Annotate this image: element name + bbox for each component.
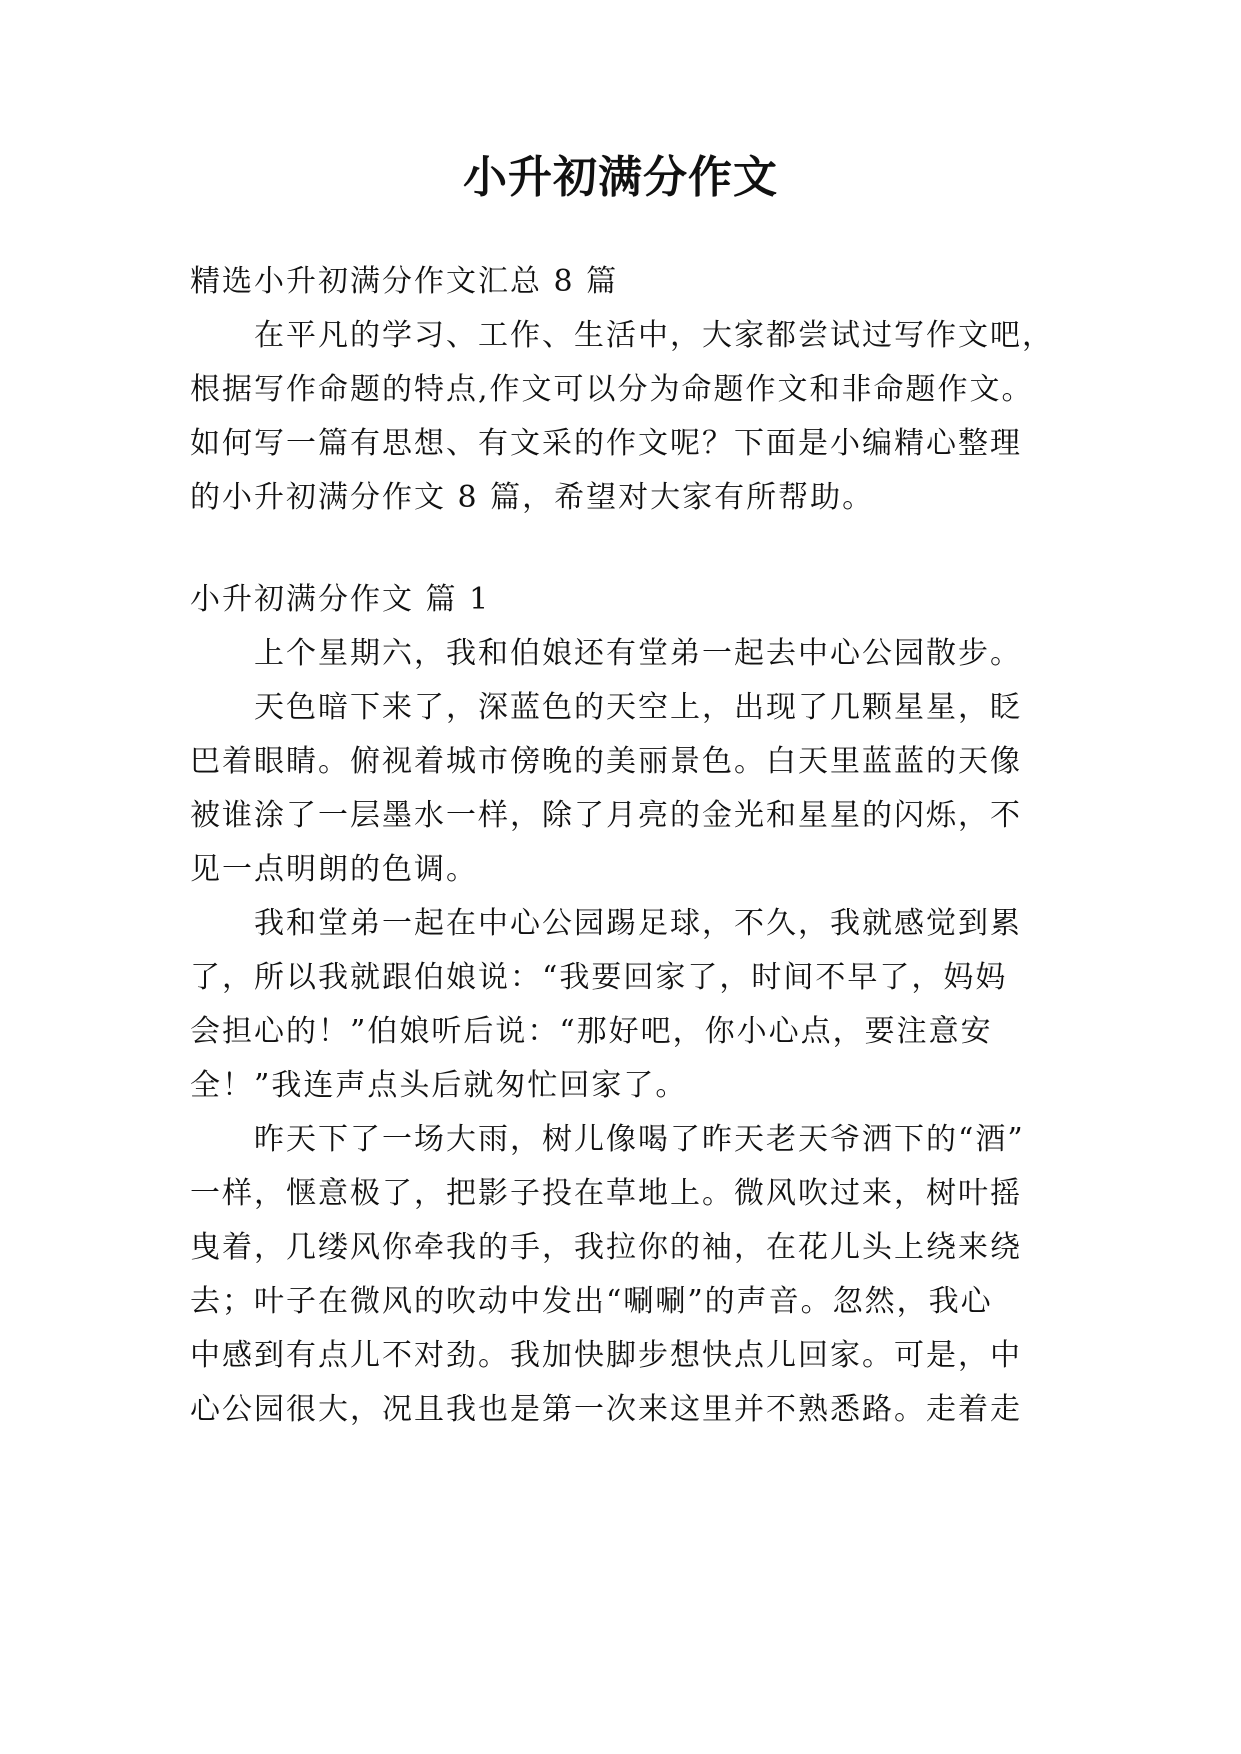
essay-line-6: 我和堂弟一起在中心公园踢足球，不久，我就感觉到累 — [254, 906, 1022, 941]
intro-heading: 精选小升初满分作文汇总 8 篇 — [190, 264, 619, 299]
essay-line-14: 中感到有点儿不对劲。我加快脚步想快点儿回家。可是，中 — [190, 1338, 1022, 1373]
essay-line-8: 会担心的！”伯娘听后说：“那好吧，你小心点，要注意安 — [190, 1014, 993, 1049]
intro-line-1: 在平凡的学习、工作、生活中，大家都尝试过写作文吧， — [254, 318, 1054, 353]
intro-line-3: 如何写一篇有思想、有文采的作文呢？下面是小编精心整理 — [190, 426, 1022, 461]
essay-line-15: 心公园很大，况且我也是第一次来这里并不熟悉路。走着走 — [190, 1392, 1022, 1427]
intro-line-4: 的小升初满分作文 8 篇，希望对大家有所帮助。 — [190, 480, 875, 515]
essay-line-13: 去；叶子在微风的吹动中发出“唰唰”的声音。忽然，我心 — [190, 1284, 993, 1319]
essay-line-5: 见一点明朗的色调。 — [190, 852, 478, 887]
essay-line-3: 巴着眼睛。俯视着城市傍晚的美丽景色。白天里蓝蓝的天像 — [190, 744, 1022, 779]
essay-line-7: 了，所以我就跟伯娘说：“我要回家了，时间不早了，妈妈 — [190, 960, 1008, 995]
essay-line-4: 被谁涂了一层墨水一样，除了月亮的金光和星星的闪烁，不 — [190, 798, 1022, 833]
intro-line-2: 根据写作命题的特点,作文可以分为命题作文和非命题作文。 — [190, 372, 1034, 407]
essay-line-10: 昨天下了一场大雨，树儿像喝了昨天老天爷洒下的“酒” — [254, 1122, 1025, 1157]
essay-line-2: 天色暗下来了，深蓝色的天空上，出现了几颗星星，眨 — [254, 690, 1022, 725]
essay-line-12: 曳着，几缕风你牵我的手，我拉你的袖，在花儿头上绕来绕 — [190, 1230, 1022, 1265]
essay-line-1: 上个星期六，我和伯娘还有堂弟一起去中心公园散步。 — [254, 636, 1022, 671]
essay-line-11: 一样，惬意极了，把影子投在草地上。微风吹过来，树叶摇 — [190, 1176, 1022, 1211]
document-title: 小升初满分作文 — [463, 152, 778, 203]
essay-line-9: 全！”我连声点头后就匆忙回家了。 — [190, 1068, 688, 1103]
section-heading: 小升初满分作文 篇 1 — [190, 582, 491, 617]
